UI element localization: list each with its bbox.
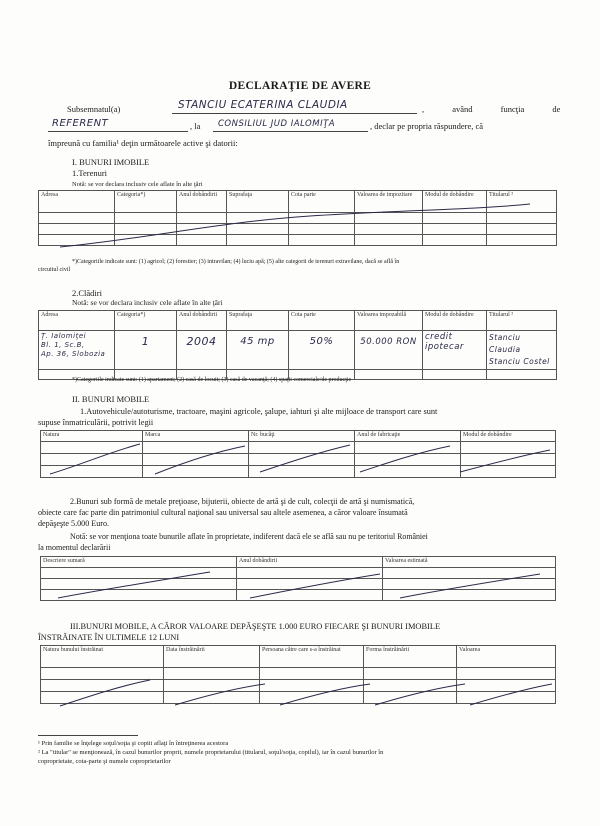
footnote-2-line2: coproprietate, cota-parte şi numele coproprietarilor xyxy=(38,758,171,765)
cladiri-title: 2.Clădiri xyxy=(72,288,102,298)
institution-value: CONSILIUL JUD IALOMIŢA xyxy=(218,119,336,129)
functia-label: , având funcţia de xyxy=(422,104,561,114)
cladiri-table xyxy=(38,310,557,380)
la-label: , la xyxy=(190,121,201,131)
cladiri-cell-modul: credit ipotecar xyxy=(423,331,487,370)
cladiri-header-suprafata: Suprafaţa xyxy=(227,311,289,331)
terenuri-header-titular: Titularul ² xyxy=(487,191,557,213)
instrainate-table xyxy=(40,645,556,704)
auto-header-nr-bucati: Nr. bucăţi xyxy=(249,431,355,442)
section-2-p1-line1: 1.Autovehicule/autoturisme, tractoare, maşini agricole, şalupe, iahturi şi alte mijloace de transport care sunt xyxy=(80,407,438,416)
footnote-1: ¹ Prin familie se înţelege soţul/soţia şi copiii aflaţi în întreţinerea acestora xyxy=(38,740,229,747)
instrainate-header-data: Data înstrăinării xyxy=(164,646,260,668)
section-2-p2-note2: la momentul declarării xyxy=(38,543,111,552)
instrainate-header-forma: Forma înstrăinării xyxy=(364,646,457,668)
cladiri-header-categoria: Categoria*) xyxy=(115,311,177,331)
section-2-heading: II. BUNURI MOBILE xyxy=(72,394,150,404)
terenuri-header-anul: Anul dobândirii xyxy=(177,191,227,213)
section-3-heading-line2: ÎNSTRĂINATE ÎN ULTIMELE 12 LUNI xyxy=(38,633,180,642)
cladiri-header-titular: Titularul ² xyxy=(487,311,557,331)
terenuri-title: 1.Terenuri xyxy=(72,168,108,178)
cladiri-cell-titular: Stanciu Claudia Stanciu Costel xyxy=(487,331,557,370)
functia-value: REFERENT xyxy=(52,118,109,129)
cladiri-cell-cota: 50% xyxy=(289,331,355,370)
auto-header-natura: Natura xyxy=(41,431,143,442)
terenuri-footnote-1: *)Categoriile indicate sunt: (1) agricol; (2) forestier; (3) intravilan; (4) luciu apă; (5) alte categorii de terenuri extravilane, dacă se află în xyxy=(72,259,400,265)
section-2-p2-line2: obiecte care fac parte din patrimoniul cultural naţional sau universal sau altele asemenea, a căror valoare însumată xyxy=(38,508,408,517)
intro-line-3: împreună cu familia¹ deţin următoarele active şi datorii: xyxy=(48,138,238,148)
auto-header-anul: Anul de fabricaţie xyxy=(355,431,461,442)
terenuri-header-adresa: Adresa xyxy=(39,191,115,213)
cladiri-header-adresa: Adresa xyxy=(39,311,115,331)
terenuri-header-valoarea: Valoarea de impozitare xyxy=(355,191,423,213)
cladiri-header-modul: Modul de dobândire xyxy=(423,311,487,331)
section-2-p2-note1: Notă: se vor menţiona toate bunurile aflate în proprietate, indiferent dacă ele se află sau nu pe teritoriul României xyxy=(70,532,428,541)
footnote-2-line1: ² La "titular" se menţionează, în cazul bunurilor proprii, numele proprietarului (titularul, soţul/soţia, copilul), iar în cazul bunurilor în xyxy=(38,749,384,756)
bunuri-valoroase-table xyxy=(40,556,556,601)
bunuri-header-valoarea: Valoarea estimată xyxy=(383,557,556,568)
terenuri-header-categoria: Categoria*) xyxy=(115,191,177,213)
section-2-p1-line2: supuse înmatriculării, potrivit legii xyxy=(38,418,154,427)
cladiri-header-valoarea: Valoarea impozabilă xyxy=(355,311,423,331)
section-3-heading-line1: III.BUNURI MOBILE, A CĂROR VALOARE DEPĂŞEŞTE 1.000 EURO FIECARE ŞI BUNURI IMOBILE xyxy=(70,622,441,631)
declar-label: , declar pe propria răspundere, că xyxy=(370,121,484,131)
instrainate-header-persoana: Persoana către care s-a înstrăinat xyxy=(260,646,364,668)
cladiri-cell-categoria: 1 xyxy=(115,331,177,370)
cladiri-header-cota: Cota parte xyxy=(289,311,355,331)
cladiri-cell-valoarea: 50.000 RON xyxy=(355,331,423,370)
cladiri-cell-suprafata: 45 mp xyxy=(227,331,289,370)
bunuri-header-descriere: Descriere sumară xyxy=(41,557,237,568)
cladiri-header-anul: Anul dobândirii xyxy=(177,311,227,331)
subsemnatul-label: Subsemnatul(a) xyxy=(67,104,121,114)
section-1-heading: I. BUNURI IMOBILE xyxy=(72,157,150,167)
terenuri-table xyxy=(38,190,557,246)
auto-header-marca: Marca xyxy=(143,431,249,442)
terenuri-header-cota: Cota parte xyxy=(289,191,355,213)
terenuri-header-modul: Modul de dobândire xyxy=(423,191,487,213)
instrainate-header-valoarea: Valoarea xyxy=(457,646,556,668)
declarant-name: STANCIU ECATERINA CLAUDIA xyxy=(178,99,348,111)
cladiri-note: Notă: se vor declara inclusiv cele aflate în alte ţări xyxy=(72,298,223,307)
terenuri-header-suprafata: Suprafaţa xyxy=(227,191,289,213)
terenuri-footnote-2: circuitul civil xyxy=(38,267,71,273)
section-2-p2-line1: 2.Bunuri sub formă de metale preţioase, bijuterii, obiecte de artă şi de cult, colecţii de artă şi numismatică, xyxy=(70,497,415,506)
cladiri-cell-adresa: Ţ. Ialomiţei Bl. 1, Sc.B, Ap. 36, Slobozia xyxy=(39,331,115,370)
auto-header-modul: Modul de dobândire xyxy=(461,431,556,442)
cladiri-cell-anul: 2004 xyxy=(177,331,227,370)
autovehicule-table xyxy=(40,430,556,478)
section-2-p2-line3: depăşeşte 5.000 Euro. xyxy=(38,519,110,528)
bunuri-header-anul: Anul dobândirii xyxy=(237,557,383,568)
instrainate-header-natura: Natura bunului înstrăinat xyxy=(41,646,164,668)
terenuri-note: Notă: se vor declara inclusiv cele aflate în alte ţări xyxy=(72,181,203,188)
document-title: DECLARAŢIE DE AVERE xyxy=(228,80,372,92)
cladiri-footnote: *)Categoriile indicate sunt: (1) apartament; (2) casă de locuit; (3) casă de vacanţă; (4) spaţii comerciale/de producţie xyxy=(72,377,352,383)
